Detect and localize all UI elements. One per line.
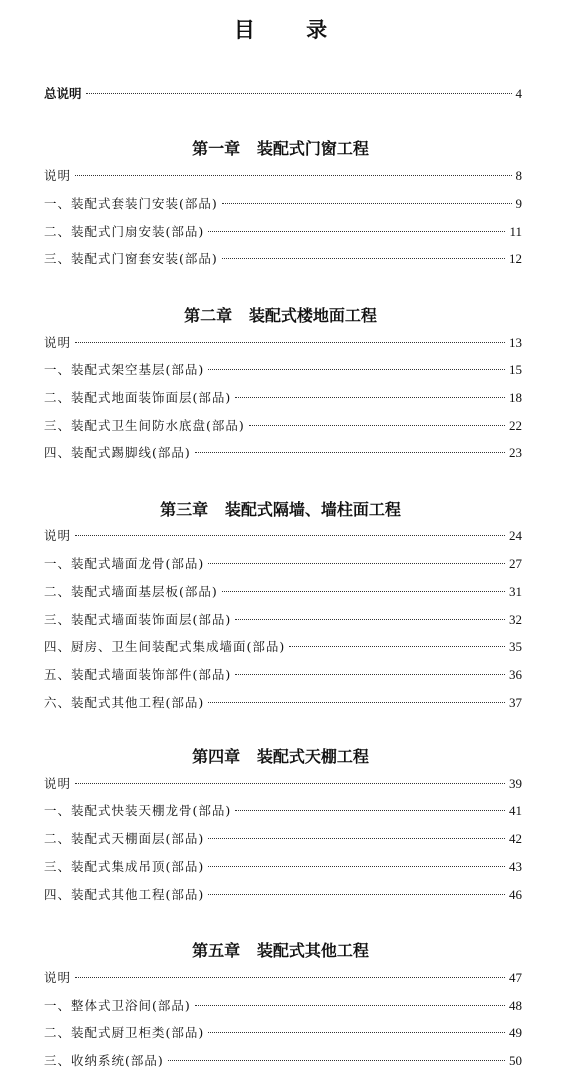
toc-entry-label: 二、装配式地面装饰面层(部品) <box>44 390 232 405</box>
toc-entry[interactable] <box>44 969 522 987</box>
toc-page-number: 39 <box>509 776 522 791</box>
toc-entry-label: 二、装配式墙面基层板(部品) <box>44 584 218 599</box>
toc-entry[interactable] <box>44 195 522 213</box>
chapter-heading: 第二章 装配式楼地面工程 <box>184 306 377 325</box>
toc-entry-label: 三、收纳系统(部品) <box>44 1053 164 1068</box>
toc-page-number: 49 <box>509 1025 522 1040</box>
dot-leader <box>222 591 505 592</box>
toc-entry[interactable] <box>44 775 522 793</box>
toc-entry[interactable] <box>44 167 522 185</box>
dot-leader <box>86 93 512 94</box>
toc-entry-label: 三、装配式墙面装饰面层(部品) <box>44 612 232 627</box>
toc-entry-label: 一、装配式快装天棚龙骨(部品) <box>44 803 232 818</box>
toc-entry[interactable] <box>44 527 522 545</box>
toc-page-number: 47 <box>509 970 522 985</box>
toc-page-number: 11 <box>509 224 522 239</box>
dot-leader <box>208 369 505 370</box>
toc-entry-label: 一、整体式卫浴间(部品) <box>44 998 191 1013</box>
toc-entry[interactable] <box>44 611 522 629</box>
toc-entry-label: 二、装配式门扇安装(部品) <box>44 224 205 239</box>
toc-page-number: 42 <box>509 831 522 846</box>
toc-entry-label: 一、装配式套装门安装(部品) <box>44 196 218 211</box>
toc-entry[interactable] <box>44 886 522 904</box>
dot-leader <box>195 452 505 453</box>
toc-page-number: 31 <box>509 584 522 599</box>
toc-entry[interactable] <box>44 830 522 848</box>
dot-leader <box>235 619 505 620</box>
toc-entry[interactable] <box>44 1052 522 1070</box>
dot-leader <box>235 397 505 398</box>
toc-entry[interactable] <box>44 694 522 712</box>
dot-leader <box>235 674 505 675</box>
dot-leader <box>208 1032 505 1033</box>
toc-entry-label: 说明 <box>44 335 72 350</box>
toc-page-number: 35 <box>509 639 522 654</box>
toc-entry-label: 三、装配式卫生间防水底盘(部品) <box>44 418 245 433</box>
toc-entry-label: 说明 <box>44 970 72 985</box>
dot-leader <box>75 783 505 784</box>
toc-page-number: 13 <box>509 335 522 350</box>
toc-page-number: 8 <box>515 168 522 183</box>
dot-leader <box>195 1005 505 1006</box>
dot-leader <box>222 203 512 204</box>
toc-entry[interactable] <box>44 223 522 241</box>
toc-page-number: 50 <box>509 1053 522 1068</box>
dot-leader <box>208 702 505 703</box>
toc-page-number: 43 <box>509 859 522 874</box>
toc-entry-label: 三、装配式集成吊顶(部品) <box>44 859 205 874</box>
toc-entry-label: 说明 <box>44 776 72 791</box>
toc-page-number: 15 <box>509 362 522 377</box>
toc-page-number: 41 <box>509 803 522 818</box>
toc-page-number: 48 <box>509 998 522 1013</box>
toc-entry[interactable] <box>44 997 522 1015</box>
toc-entry[interactable] <box>44 1024 522 1042</box>
toc-entry[interactable] <box>44 361 522 379</box>
toc-page-number: 12 <box>509 251 522 266</box>
chapter-heading: 第三章 装配式隔墙、墙柱面工程 <box>160 500 401 519</box>
toc-entry-label: 六、装配式其他工程(部品) <box>44 695 205 710</box>
chapter-heading: 第四章 装配式天棚工程 <box>192 747 369 766</box>
page-title: 目 录 <box>233 17 350 42</box>
toc-entry[interactable] <box>44 858 522 876</box>
toc-entry-label: 四、装配式其他工程(部品) <box>44 887 205 902</box>
toc-page-number: 9 <box>515 196 522 211</box>
toc-page-number: 22 <box>509 418 522 433</box>
toc-entry[interactable] <box>44 638 522 656</box>
dot-leader <box>75 977 505 978</box>
toc-entry-label: 四、厨房、卫生间装配式集成墙面(部品) <box>44 639 286 654</box>
toc-page-number: 37 <box>509 695 522 710</box>
toc-page-number: 4 <box>515 86 522 101</box>
dot-leader <box>75 175 511 176</box>
toc-entry[interactable] <box>44 666 522 684</box>
dot-leader <box>208 563 505 564</box>
dot-leader <box>249 425 505 426</box>
toc-page-number: 24 <box>509 528 522 543</box>
toc-entry-label: 三、装配式门窗套安装(部品) <box>44 251 218 266</box>
toc-page-number: 27 <box>509 556 522 571</box>
chapter-heading: 第一章 装配式门窗工程 <box>192 139 369 158</box>
toc-entry-label: 一、装配式墙面龙骨(部品) <box>44 556 205 571</box>
toc-page-number: 46 <box>509 887 522 902</box>
toc-entry[interactable] <box>44 583 522 601</box>
toc-entry-label: 二、装配式天棚面层(部品) <box>44 831 205 846</box>
toc-page-number: 18 <box>509 390 522 405</box>
toc-entry-label: 总说明 <box>44 86 82 101</box>
toc-entry[interactable] <box>44 417 522 435</box>
dot-leader <box>168 1060 505 1061</box>
toc-entry-label: 五、装配式墙面装饰部件(部品) <box>44 667 232 682</box>
dot-leader <box>235 810 505 811</box>
dot-leader <box>208 866 505 867</box>
dot-leader <box>75 342 505 343</box>
toc-entry[interactable] <box>44 334 522 352</box>
toc-entry-label: 二、装配式厨卫柜类(部品) <box>44 1025 205 1040</box>
toc-entry[interactable] <box>44 389 522 407</box>
toc-entry-label: 四、装配式踢脚线(部品) <box>44 445 191 460</box>
toc-entry-general[interactable] <box>44 85 522 103</box>
toc-entry-label: 一、装配式架空基层(部品) <box>44 362 205 377</box>
dot-leader <box>208 894 505 895</box>
dot-leader <box>208 231 505 232</box>
toc-entry[interactable] <box>44 250 522 268</box>
toc-entry-label: 说明 <box>44 528 72 543</box>
toc-page-number: 36 <box>509 667 522 682</box>
toc-page-number: 23 <box>509 445 522 460</box>
toc-entry[interactable] <box>44 444 522 462</box>
dot-leader <box>222 258 505 259</box>
toc-entry-label: 说明 <box>44 168 72 183</box>
toc-page-number: 32 <box>509 612 522 627</box>
dot-leader <box>208 838 505 839</box>
dot-leader <box>75 535 505 536</box>
chapter-heading: 第五章 装配式其他工程 <box>192 941 369 960</box>
dot-leader <box>289 646 505 647</box>
toc-entry[interactable] <box>44 555 522 573</box>
toc-entry[interactable] <box>44 802 522 820</box>
